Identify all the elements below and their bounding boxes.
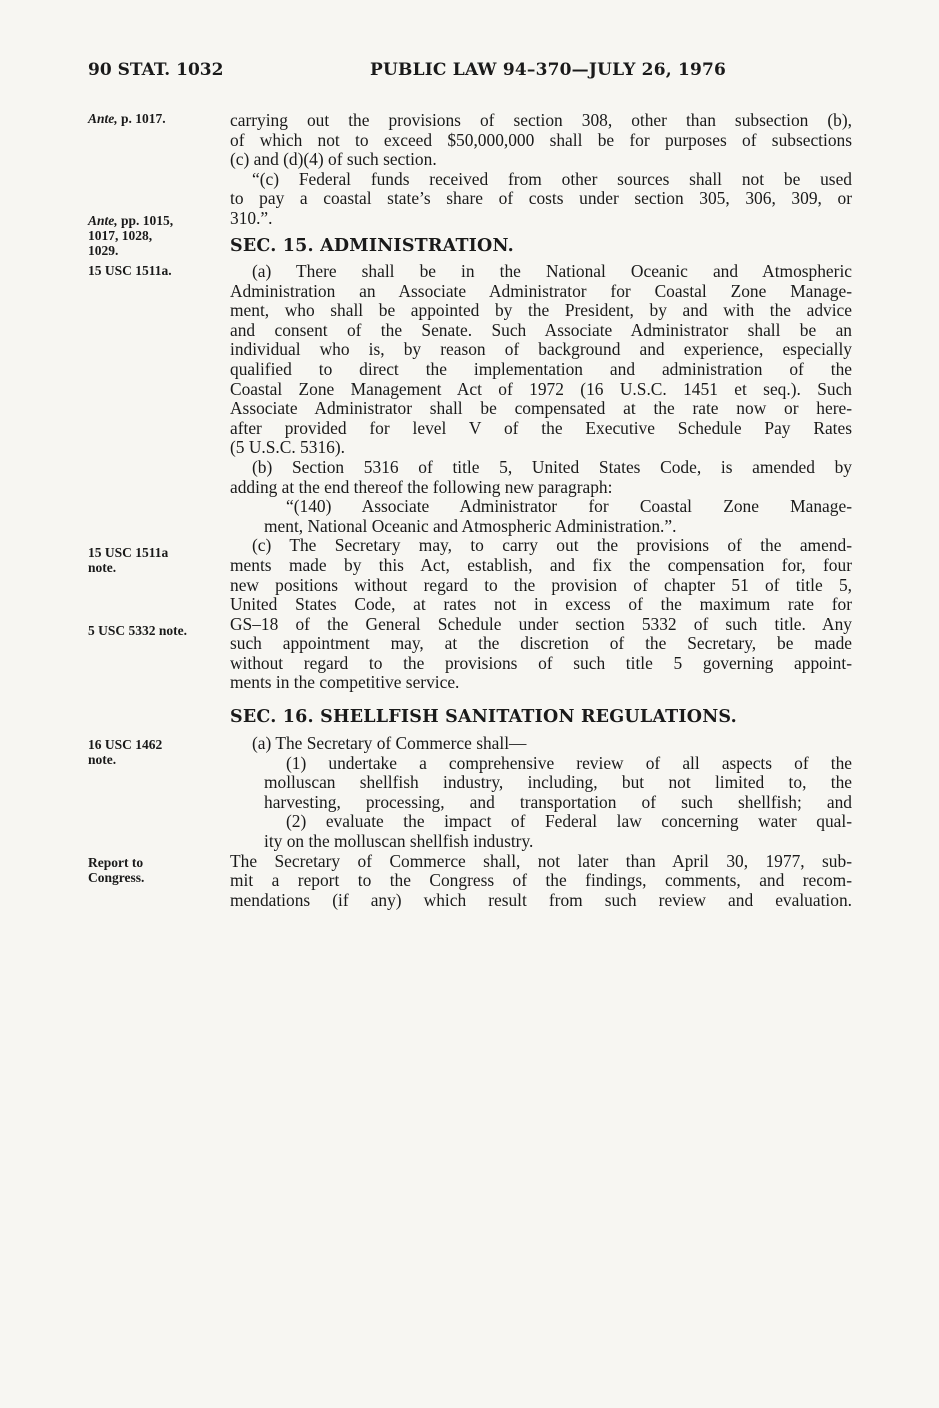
text-line: ments in the competitive service. [230,672,460,693]
text-line: molluscan shellfish industry, including, but not limited to, the [264,772,852,793]
text-line: (2) evaluate the impact of Federal law concerning water qual- [286,811,852,832]
text-line: individual who is, by reason of background and experience, especially [230,339,852,360]
text-line: Coastal Zone Management Act of 1972 (16 U.S.C. 1451 et seq.). Such [230,378,852,399]
text-line: (b) Section 5316 of title 5, United States Code, is amended by [252,456,852,477]
text-line: new positions without regard to the provision of chapter 51 of title 5, [230,574,852,595]
margin-note-5usc5332: 5 USC 5332 note. [88,623,188,638]
text-line: ments made by this Act, establish, and fix the compensation for, four [230,554,852,575]
text-line: harvesting, processing, and transportation of such shellfish; and [264,791,852,812]
text-line: mit a report to the Congress of the findings, comments, and recom- [230,870,852,891]
margin-note-line: Report to [88,855,144,870]
margin-note-line: 15 USC 1511a [88,545,169,560]
text-line: and consent of the Senate. Such Associate Administrator shall be an [230,319,852,340]
text-line: adding at the end thereof the following new paragraph: [230,476,613,497]
stat-reference: 90 STAT. 1032 [88,60,224,80]
text-line: to pay a coastal state’s share of costs under section 305, 306, 309, or [230,188,852,209]
margin-note-line: 1017, 1028, [88,228,153,243]
margin-note-line: 1029. [88,243,119,258]
margin-note-line: note. [88,560,117,575]
text-line: “(140) Associate Administrator for Coastal Zone Manage- [286,496,852,517]
text-line: without regard to the provisions of such title 5 governing appoint- [230,652,852,673]
text-line: (5 U.S.C. 5316). [230,437,345,458]
section-15-text [230,262,852,693]
margin-note-ante-1017 [88,111,220,126]
page-header [88,60,858,88]
text-line: qualified to direct the implementation and administration of the [230,358,852,379]
text-line: Administration an Associate Administrator for Coastal Zone Manage- [230,280,852,301]
page-title: PUBLIC LAW 94–370—JULY 26, 1976 [370,60,727,80]
text-line: mendations (if any) which result from such review and evaluation. [230,889,852,910]
text-line: The Secretary of Commerce shall, not later than April 30, 1977, sub- [230,850,852,871]
margin-note-line: note. [88,752,117,767]
text-line: (c) The Secretary may, to carry out the provisions of the amend- [252,535,852,556]
text-line: ment, National Oceanic and Atmospheric Administration.”. [264,515,677,536]
text-line: of which not to exceed $50,000,000 shall be for purposes of subsections [230,129,852,150]
text-line: such appointment may, at the discretion of the Secretary, be made [230,633,852,654]
section-16-heading: SEC. 16. SHELLFISH SANITATION REGULATIONS. [230,707,737,727]
margin-note-text: pp. 1015, [117,213,174,228]
text-line: (a) There shall be in the National Oceanic and Atmospheric [252,261,852,281]
section-16-text [230,734,852,910]
margin-note-line [88,213,220,228]
text-line: carrying out the provisions of section 308, other than subsection (b), [230,110,852,130]
margin-note-text: p. 1017. [117,111,166,126]
margin-note-15usc1511a: 15 USC 1511a. [88,263,172,278]
text-line: ment, who shall be appointed by the President, by and with the advice [230,300,852,321]
text-line: ity on the molluscan shellfish industry. [264,830,534,851]
margin-note-line: Congress. [88,870,145,885]
text-line: GS–18 of the General Schedule under section 5332 of such title. Any [230,613,852,634]
section-15-heading: SEC. 15. ADMINISTRATION. [230,236,514,256]
margin-note-16usc1462 [88,737,220,767]
margin-note-line: 16 USC 1462 [88,737,163,752]
text-line: after provided for level V of the Executive Schedule Pay Rates [230,417,852,438]
text-line: (c) and (d)(4) of such section. [230,149,437,170]
text-line: United States Code, at rates not in excess of the maximum rate for [230,594,852,615]
margin-note-italic: Ante, [88,213,118,228]
text-line: “(c) Federal funds received from other sources shall not be used [252,168,852,189]
text-line: (a) The Secretary of Commerce shall— [252,733,527,753]
text-line: (1) undertake a comprehensive review of all aspects of the [286,752,852,773]
text-line: Associate Administrator shall be compensated at the rate now or here- [230,398,852,419]
margin-note-italic: Ante, [88,111,118,126]
margin-note-15usc1511a-note [88,545,220,575]
margin-note-ante-pages [88,213,220,258]
text-line: 310.”. [230,207,273,228]
paragraph-continuation [230,111,852,229]
margin-note-report-to-congress [88,855,220,885]
